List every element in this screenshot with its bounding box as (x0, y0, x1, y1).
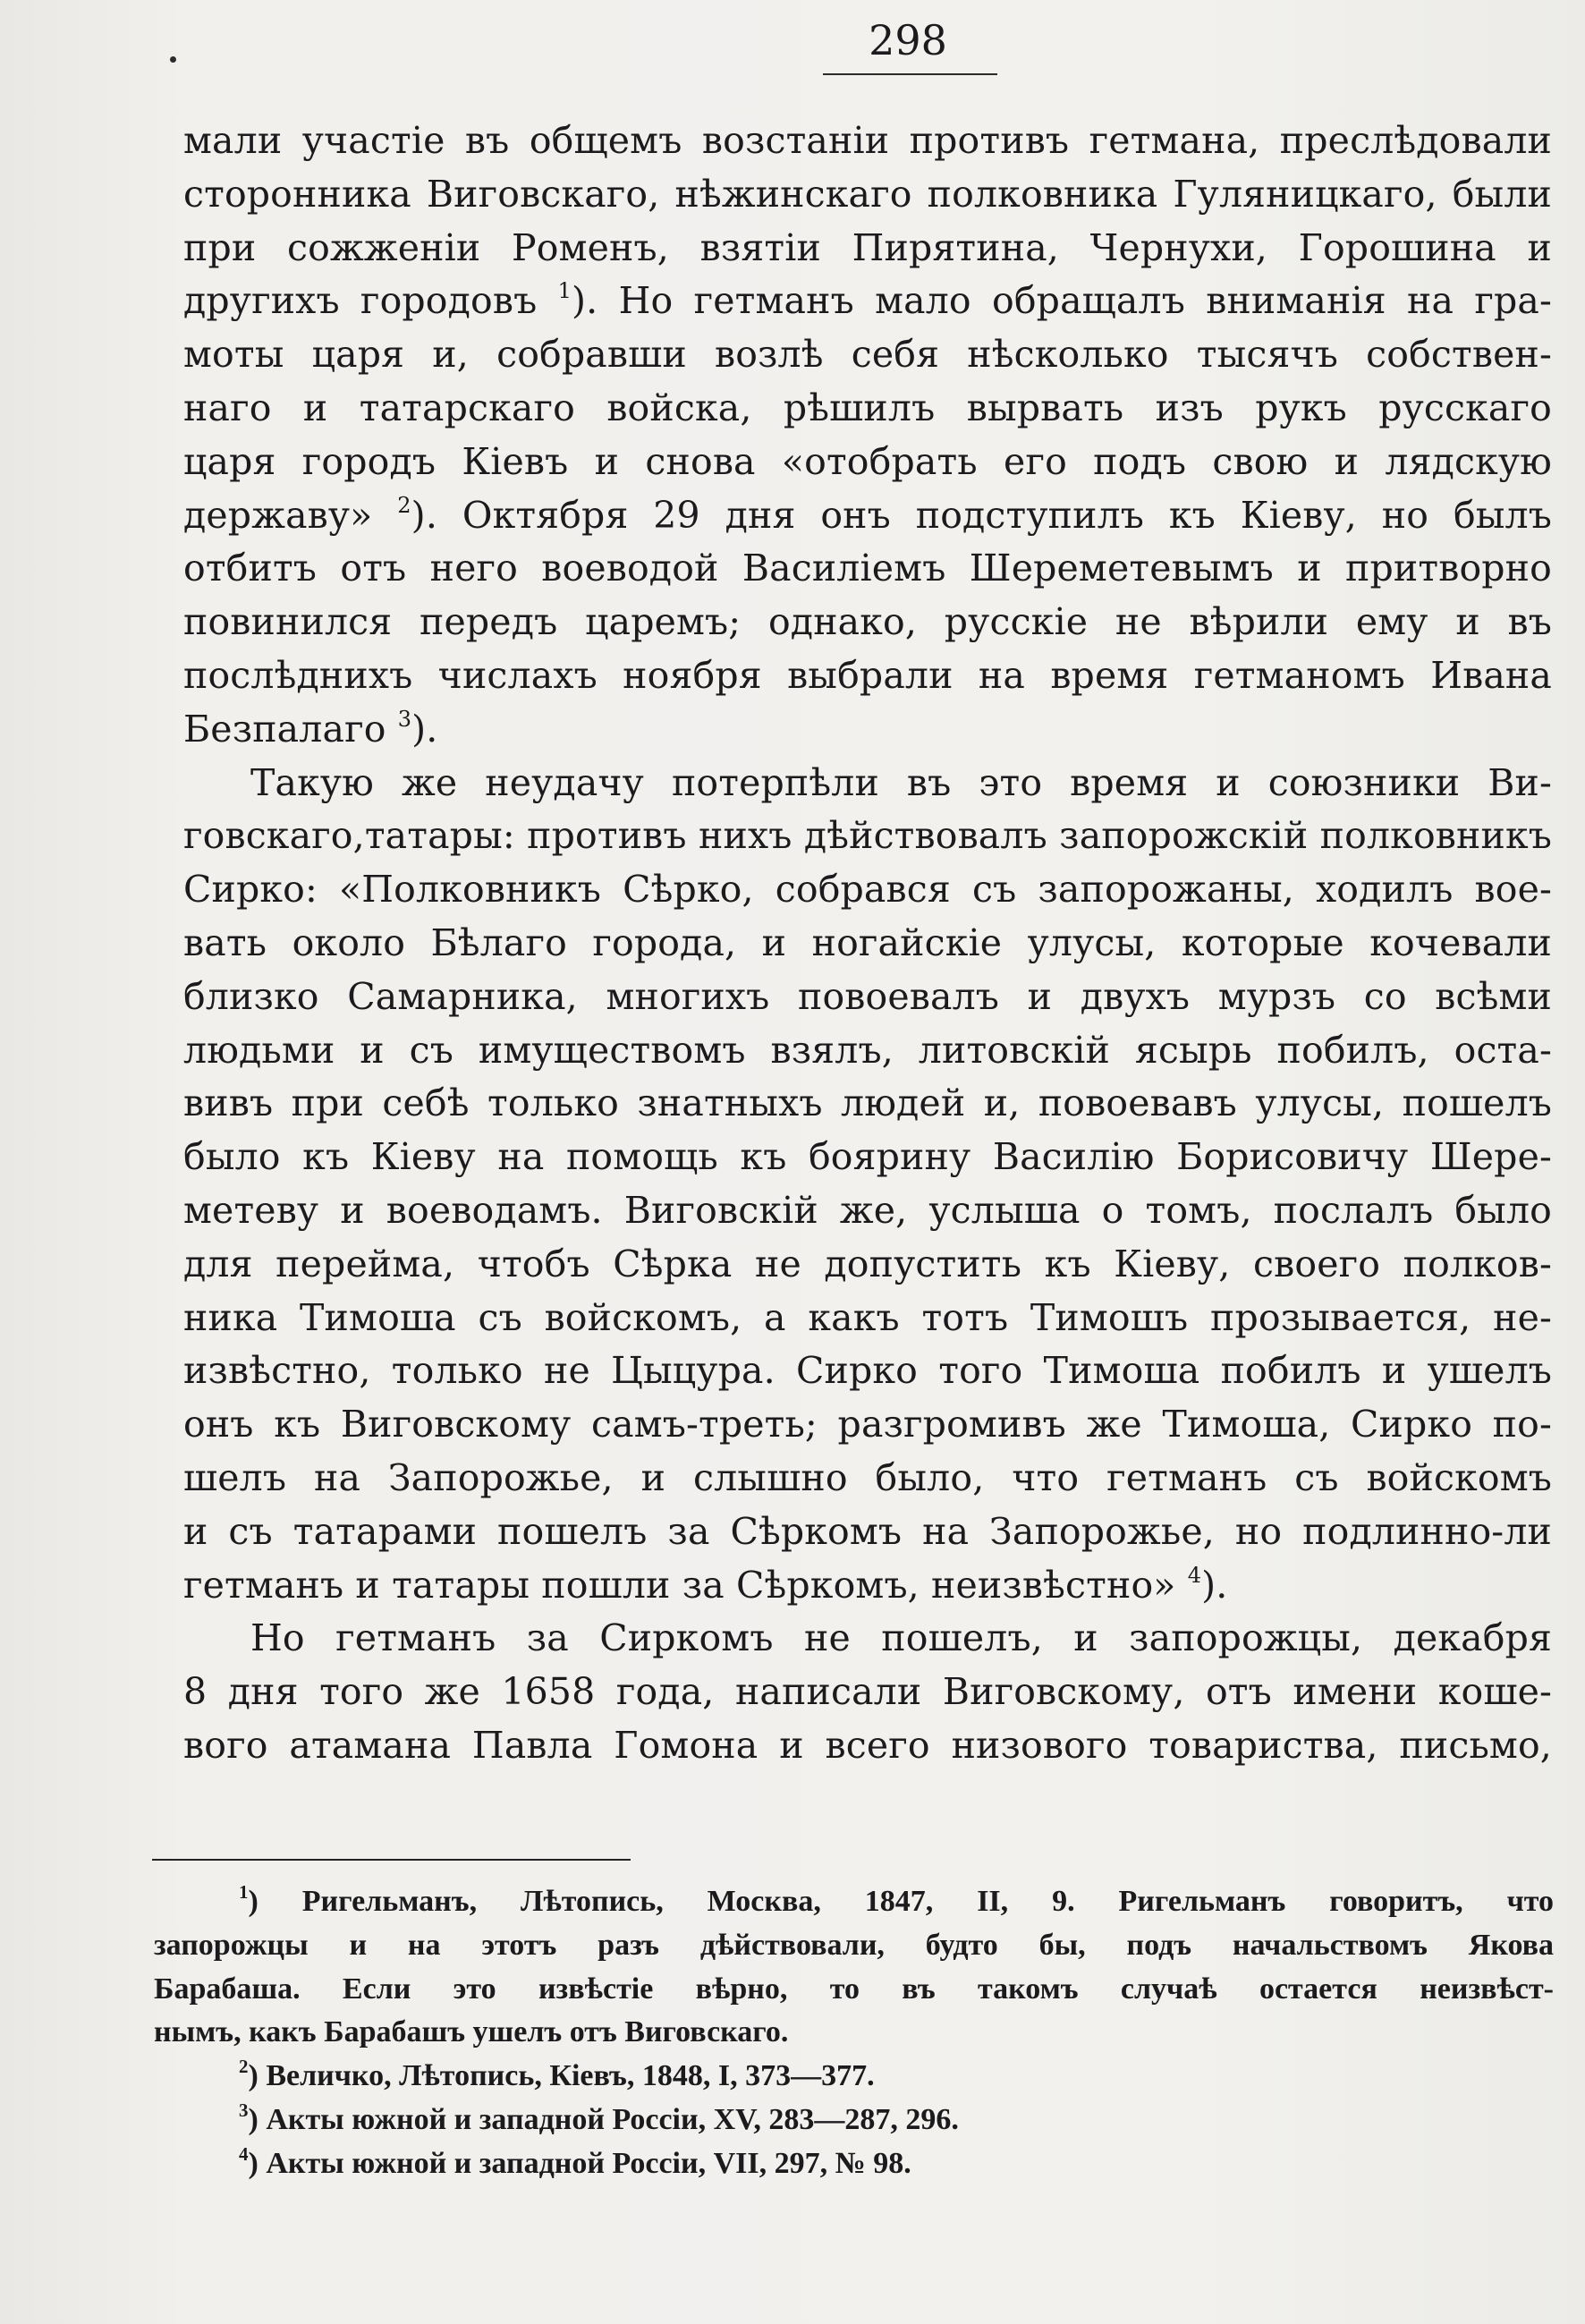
footnote-line: Барабаша. Если это извѣстіе вѣрно, то въ такомъ случаѣ остается неизвѣст- (154, 1972, 1554, 2006)
paragraph-1 (183, 115, 1552, 757)
text-line: мали участіе въ общемъ возстаніи противъ гетмана, преслѣдовали (183, 119, 1552, 162)
page-number: 298 (869, 16, 947, 64)
text-line: Такую же неудачу потерпѣли въ это время и союзники Ви- (250, 760, 1552, 804)
text-line: Но гетманъ за Сиркомъ не пошелъ, и запорожцы, декабря (250, 1616, 1552, 1660)
text-line: Безпалаго $^3$). (183, 706, 438, 751)
footnote-3 (154, 2099, 1554, 2142)
text-line: царя городъ Кіевъ и снова «отобрать его подъ свою и лядскую (183, 439, 1552, 483)
main-text (183, 115, 1552, 1773)
footnote-ref-1: 1 (557, 278, 572, 304)
footnote-2 (154, 2055, 1554, 2099)
page-number-rule (823, 73, 997, 75)
footnote-line: запорожцы и на этотъ разъ дѣйствовали, будто бы, подъ начальствомъ Якова (154, 1928, 1554, 1962)
footnote-separator (152, 1859, 631, 1861)
footnote-4 (154, 2142, 1554, 2186)
footnote-ref-3: 3 (397, 706, 412, 732)
footnote-line: нымъ, какъ Барабашъ ушелъ отъ Виговскаго. (154, 2015, 789, 2049)
text-line: извѣстно, только не Цыцура. Сирко того Тимоша побилъ и ушелъ (183, 1349, 1552, 1393)
text-line: ника Тимоша съ войскомъ, а какъ тотъ Тимошъ прозывается, не- (183, 1295, 1552, 1339)
text-line: людьми и съ имуществомъ взялъ, литовскій ясырь побилъ, оста- (183, 1028, 1552, 1072)
text-line: Сирко: «Полковникъ Сѣрко, собрався съ запорожаны, ходилъ вое- (183, 868, 1552, 912)
text-line: для перейма, чтобъ Сѣрка не допустить къ Кіеву, своего полков- (183, 1242, 1552, 1285)
footnote-1 (154, 1880, 1554, 2055)
text-line: говскаго,татары: противъ нихъ дѣйствовалъ запорожскій полковникъ (183, 814, 1552, 858)
text-line: послѣднихъ числахъ ноября выбрали на время гетманомъ Ивана (183, 653, 1552, 697)
footnote-line: $^3$) Акты южной и западной Россіи, XV, 283—287, 296. (239, 2099, 959, 2136)
text-line: шелъ на Запорожье, и слышно было, что гетманъ съ войскомъ (183, 1455, 1552, 1499)
text-line: повинился передъ царемъ; однако, русскіе не вѣрили ему и въ (183, 600, 1552, 644)
footnote-ref-4: 4 (1187, 1562, 1202, 1588)
footnotes (154, 1880, 1554, 2186)
text-line: онъ къ Виговскому самъ-треть; разгромивъ же Тимоша, Сирко по- (183, 1403, 1552, 1446)
paragraph-3 (183, 1612, 1552, 1772)
text-line: при сожженіи Роменъ, взятіи Пирятина, Чернухи, Горошина и (183, 225, 1552, 269)
footnote-line: $^2$) Величко, Лѣтопись, Кіевъ, 1848, I, 373—377. (239, 2056, 875, 2093)
footnote-line: $^1$) Ригельманъ, Лѣтопись, Москва, 1847, II, 9. Ригельманъ говоритъ, что (239, 1881, 1554, 1918)
text-line: метеву и воеводамъ. Виговскій же, услыша о томъ, послалъ было (183, 1188, 1552, 1232)
text-line: отбитъ отъ него воеводой Василіемъ Шереметевымъ и притворно (183, 547, 1552, 590)
text-line: близко Самарника, многихъ повоевалъ и двухъ мурзъ со всѣми (183, 974, 1552, 1018)
text-line: гетманъ и татары пошли за Сѣркомъ, неизвѣстно» $^4$). (183, 1562, 1228, 1607)
text-line: вать около Бѣлаго города, и ногайскіе улусы, которые кочевали (183, 920, 1552, 964)
page-speck (170, 56, 176, 63)
footnote-line: $^4$) Акты южной и западной Россіи, VII, 297, № 98. (239, 2142, 911, 2180)
text-line: наго и татарскаго войска, рѣшилъ вырвать изъ рукъ русскаго (183, 386, 1552, 429)
text-line: 8 дня того же 1658 года, написали Виговскому, отъ имени коше- (183, 1670, 1552, 1714)
text-line: вого атамана Павла Гомона и всего низового товариства, письмо, (183, 1723, 1552, 1767)
text-line: другихъ городовъ $^1$). Но гетманъ мало обращалъ вниманія на гра- (183, 278, 1552, 323)
text-line: моты царя и, собравши возлѣ себя нѣсколько тысячъ собствен- (183, 333, 1552, 377)
paragraph-2 (183, 757, 1552, 1613)
text-line: державу» $^2$). Октября 29 дня онъ подступилъ къ Кіеву, но былъ (183, 492, 1552, 537)
footnote-ref-2: 2 (397, 492, 411, 518)
text-line: было къ Кіеву на помощь къ боярину Василію Борисовичу Шере- (183, 1135, 1552, 1179)
text-line: и съ татарами пошелъ за Сѣркомъ на Запорожье, но подлинно-ли (183, 1509, 1552, 1553)
text-line: вивъ при себѣ только знатныхъ людей и, повоевавъ улусы, пошелъ (183, 1081, 1552, 1125)
text-line: сторонника Виговскаго, нѣжинскаго полковника Гуляницкаго, были (183, 172, 1552, 216)
